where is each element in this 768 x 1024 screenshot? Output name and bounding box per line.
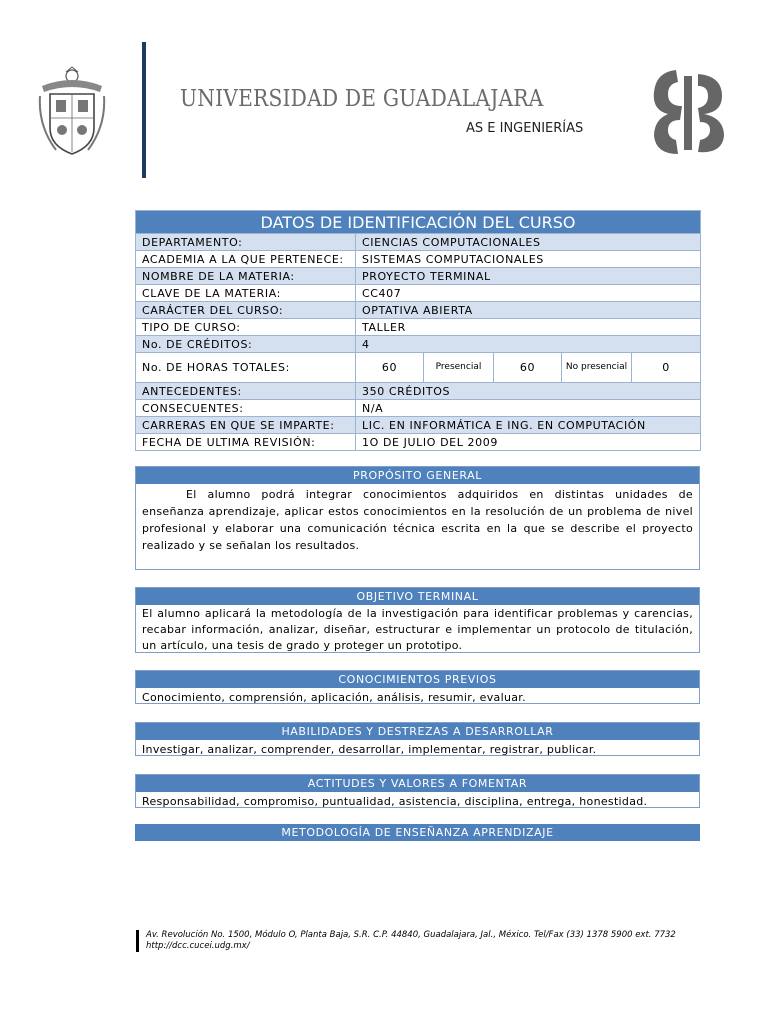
row-value: OPTATIVA ABIERTA xyxy=(356,302,701,319)
row-value: PROYECTO TERMINAL xyxy=(356,268,701,285)
row-value: 4 xyxy=(356,336,701,353)
row-value: LIC. EN INFORMÁTICA E ING. EN COMPUTACIÓN xyxy=(356,417,701,434)
row-value: TALLER xyxy=(356,319,701,336)
identification-table xyxy=(135,210,701,451)
row-value: SISTEMAS COMPUTACIONALES xyxy=(356,251,701,268)
habilidades-text: Investigar, analizar, comprender, desarrollar, implementar, registrar, publicar. xyxy=(142,743,597,756)
identification-title: DATOS DE IDENTIFICACIÓN DEL CURSO xyxy=(136,211,701,234)
no-presencial-hours: 0 xyxy=(632,353,701,383)
habilidades-section xyxy=(135,722,700,756)
row-label: CLAVE DE LA MATERIA: xyxy=(136,285,356,302)
metodologia-section xyxy=(135,824,700,842)
row-label: FECHA DE ULTIMA REVISIÓN: xyxy=(136,434,356,451)
row-label: NOMBRE DE LA MATERIA: xyxy=(136,268,356,285)
no-presencial-label: No presencial xyxy=(562,353,632,383)
objetivo-title: OBJETIVO TERMINAL xyxy=(136,588,699,605)
cucei-logo-icon xyxy=(646,66,728,158)
proposito-section xyxy=(135,466,700,570)
udg-crest-icon xyxy=(36,66,108,158)
row-label: TIPO DE CURSO: xyxy=(136,319,356,336)
row-label: No. DE CRÉDITOS: xyxy=(136,336,356,353)
habilidades-title: HABILIDADES Y DESTREZAS A DESARROLLAR xyxy=(136,723,699,740)
proposito-title: PROPÓSITO GENERAL xyxy=(136,467,699,484)
row-label: CARRERAS EN QUE SE IMPARTE: xyxy=(136,417,356,434)
hours-total: 60 xyxy=(356,353,424,383)
proposito-text: El alumno podrá integrar conocimientos adquiridos en distintas unidades de enseñanza aprendizaje, aplicar estos conocimientos en la resolución de un problema de nivel profesional y elaborar una comunicación técnica escrita en la que se describe el proyecto realizado y se señalan los resultados. xyxy=(142,488,693,552)
footer-divider xyxy=(136,930,139,952)
row-value: 350 CRÉDITOS xyxy=(356,383,701,400)
row-value: N/A xyxy=(356,400,701,417)
footer xyxy=(146,930,676,952)
presencial-hours: 60 xyxy=(494,353,562,383)
objetivo-section xyxy=(135,587,700,653)
row-label: CARÁCTER DEL CURSO: xyxy=(136,302,356,319)
row-label: CONSECUENTES: xyxy=(136,400,356,417)
row-label: ACADEMIA A LA QUE PERTENECE: xyxy=(136,251,356,268)
row-value: CC407 xyxy=(356,285,701,302)
row-value: 1O DE JULIO DEL 2009 xyxy=(356,434,701,451)
metodologia-title: METODOLOGÍA DE ENSEÑANZA APRENDIZAJE xyxy=(135,824,700,841)
presencial-label: Presencial xyxy=(424,353,494,383)
actitudes-section xyxy=(135,774,700,808)
university-name: UNIVERSIDAD DE GUADALAJARA xyxy=(180,86,544,112)
row-label: ANTECEDENTES: xyxy=(136,383,356,400)
conocimientos-title: CONOCIMIENTOS PREVIOS xyxy=(136,671,699,688)
conocimientos-text: Conocimiento, comprensión, aplicación, análisis, resumir, evaluar. xyxy=(142,691,526,704)
hours-label: No. DE HORAS TOTALES: xyxy=(136,353,356,383)
actitudes-title: ACTITUDES Y VALORES A FOMENTAR xyxy=(136,775,699,792)
division-name: AS E INGENIERÍAS xyxy=(466,121,584,136)
header-divider xyxy=(142,42,146,178)
footer-address: Av. Revolución No. 1500, Módulo O, Planta Baja, S.R. C.P. 44840, Guadalajara, Jal., México. Tel/Fax (33) 1378 5900 ext. 7732 xyxy=(146,930,676,940)
footer-url[interactable]: http://dcc.cucei.udg.mx/ xyxy=(146,941,250,951)
row-value: CIENCIAS COMPUTACIONALES xyxy=(356,234,701,251)
row-label: DEPARTAMENTO: xyxy=(136,234,356,251)
conocimientos-section xyxy=(135,670,700,704)
actitudes-text: Responsabilidad, compromiso, puntualidad, asistencia, disciplina, entrega, honestidad. xyxy=(142,795,648,808)
objetivo-text: El alumno aplicará la metodología de la investigación para identificar problemas y carencias, recabar información, analizar, diseñar, estructurar e implementar un protocolo de titulación, un artículo, una tesis de grado y proteger un prototipo. xyxy=(142,607,693,652)
